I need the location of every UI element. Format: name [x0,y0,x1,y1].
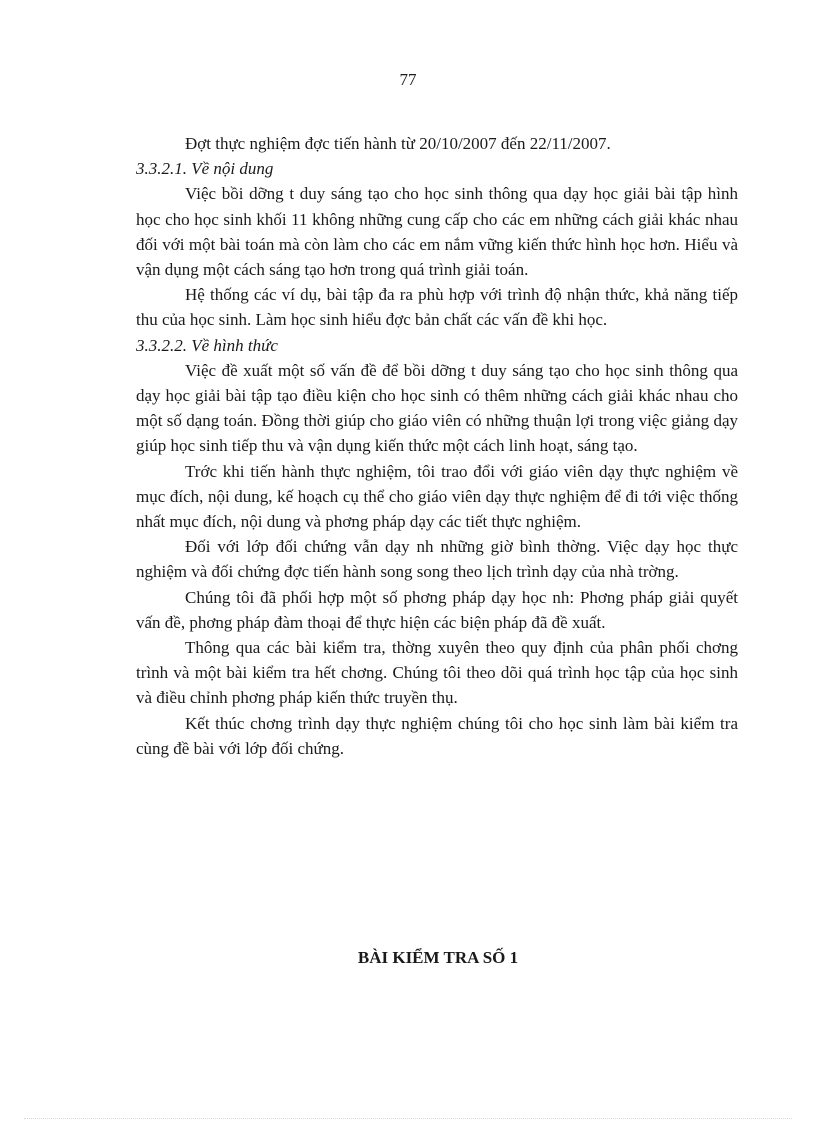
paragraph-content-2: Hệ thống các ví dụ, bài tập đa ra phù hợp với trình độ nhận thức, khả năng tiếp thu của học sinh. Làm học sinh hiểu đợc bản chất các vấn đề khi học. [136,285,738,330]
page-bottom-rule [24,1118,792,1119]
paragraph-form-4: Chúng tôi đã phối hợp một số phơng pháp dạy học nh: Phơng pháp giải quyết vấn đề, phơng pháp đàm thoại để thực hiện các biện pháp đã đề xuất. [136,587,738,632]
paragraph-form-3: Đối với lớp đối chứng vẫn dạy nh những giờ bình thờng. Việc dạy học thực nghiệm và đối chứng đợc tiến hành song song theo lịch trình dạy của nhà trờng. [136,537,738,582]
heading-content: 3.3.2.1. Về nội dung [136,159,274,179]
paragraph-experiment-period: Đợt thực nghiệm đợc tiến hành từ 20/10/2007 đến 22/11/2007. [185,134,611,153]
heading-form: 3.3.2.2. Về hình thức [136,335,278,355]
paragraph-form-6: Kết thúc chơng trình dạy thực nghiệm chúng tôi cho học sinh làm bài kiểm tra cùng đề bài với lớp đối chứng. [136,713,738,758]
paragraph-form-5: Thông qua các bài kiểm tra, thờng xuyên theo quy định của phân phối chơng trình và một bài kiểm tra hết chơng. Chúng tôi theo dõi quá trình học tập của học sinh và điều chỉnh phơng pháp kiến thức truyền thụ. [136,638,738,708]
paragraph-form-2: Trớc khi tiến hành thực nghiệm, tôi trao đổi với giáo viên dạy thực nghiệm về mục đích, nội dung, kế hoạch cụ thể cho giáo viên dạy thực nghiệm để đi tới việc thống nhất mục đích, nội dung và phơng pháp dạy các tiết thực nghiệm. [136,461,738,532]
body-text [136,131,738,761]
page-number: 77 [399,70,417,89]
section-title: BÀI KIỂM TRA SỐ 1 [357,948,519,967]
paragraph-content-1: Việc bồi dỡng t duy sáng tạo cho học sinh thông qua dạy học giải bài tập hình học cho học sinh khối 11 không những cung cấp cho các em những cách giải khác nhau đối với một bài toán mà còn làm cho các em nắm vững kiến thức hình học hơn. Hiểu và vận dụng một cách sáng tạo hơn trong quá trình giải toán. [136,184,738,280]
paragraph-form-1: Việc đề xuất một số vấn đề để bồi dỡng t duy sáng tạo cho học sinh thông qua dạy học giải bài tập tạo điều kiện cho học sinh có thêm những cách giải khác nhau cho một số dạng toán. Đồng thời giúp cho giáo viên có những thuận lợi trong việc giảng dạy giúp học sinh tiếp thu và vận dụng kiến thức một cách linh hoạt, sáng tạo. [136,360,738,456]
